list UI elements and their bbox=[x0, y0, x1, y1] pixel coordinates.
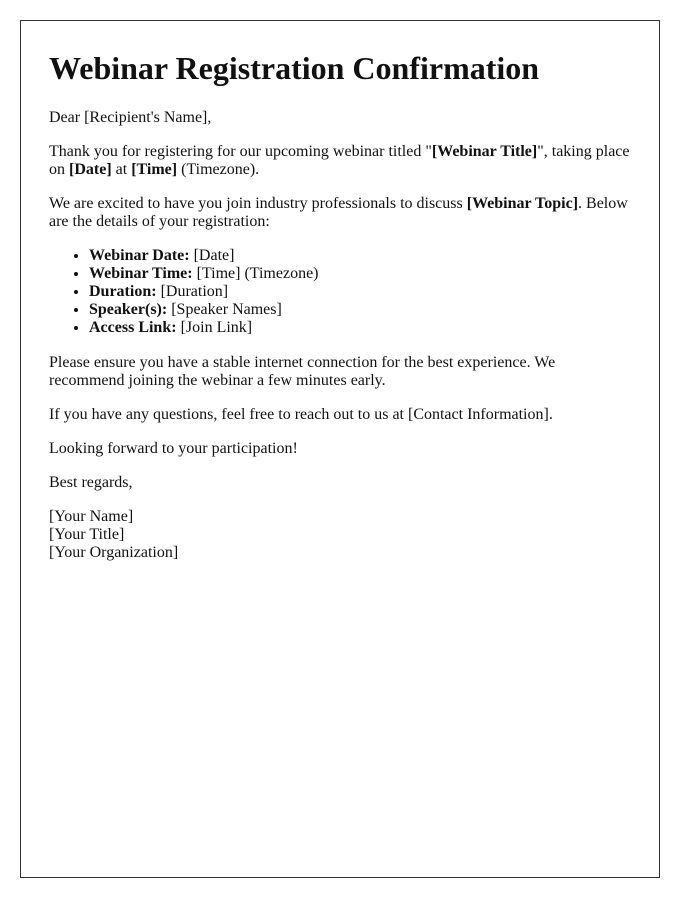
signature-block bbox=[49, 508, 631, 562]
intro-text-a: Thank you for registering for our upcoming webinar titled " bbox=[49, 143, 432, 160]
detail-item-speakers bbox=[89, 301, 631, 319]
detail-label: Duration: bbox=[89, 283, 157, 300]
detail-value: [Speaker Names] bbox=[167, 301, 282, 318]
detail-value: [Date] bbox=[189, 247, 235, 264]
topic-placeholder: [Webinar Topic] bbox=[466, 195, 579, 212]
signature-organization: [Your Organization] bbox=[49, 544, 179, 561]
connection-paragraph: Please ensure you have a stable internet connection for the best experience. We recommend joining the webinar a few minutes early. bbox=[49, 354, 556, 389]
detail-item-date bbox=[89, 247, 631, 265]
signature-name: [Your Name] bbox=[49, 508, 134, 525]
intro-paragraph bbox=[49, 143, 631, 179]
letter-title: Webinar Registration Confirmation bbox=[49, 50, 540, 86]
letter-page bbox=[20, 20, 660, 878]
detail-label: Speaker(s): bbox=[89, 301, 168, 318]
topic-text-a: We are excited to have you join industry professionals to discuss bbox=[49, 195, 467, 212]
date-placeholder: [Date] bbox=[69, 161, 112, 178]
webinar-title-placeholder: [Webinar Title] bbox=[431, 143, 538, 160]
salutation: Dear [Recipient's Name], bbox=[49, 109, 212, 126]
intro-text-d: (Timezone). bbox=[177, 161, 260, 178]
detail-label: Access Link: bbox=[89, 319, 177, 336]
details-list bbox=[49, 247, 631, 337]
detail-item-duration bbox=[89, 283, 631, 301]
closing-remark: Looking forward to your participation! bbox=[49, 440, 298, 457]
signature-title: [Your Title] bbox=[49, 526, 125, 543]
time-placeholder: [Time] bbox=[131, 161, 178, 178]
detail-label: Webinar Date: bbox=[89, 247, 190, 264]
detail-value: [Duration] bbox=[156, 283, 229, 300]
intro-text-c: at bbox=[111, 161, 132, 178]
detail-item-access-link bbox=[89, 319, 631, 337]
topic-paragraph bbox=[49, 195, 631, 231]
contact-paragraph: If you have any questions, feel free to reach out to us at [Contact Information]. bbox=[49, 406, 553, 423]
closing: Best regards, bbox=[49, 474, 133, 491]
topic-text-b: . Below are the details of your registration: bbox=[49, 195, 628, 230]
detail-value: [Join Link] bbox=[176, 319, 253, 336]
detail-label: Webinar Time: bbox=[89, 265, 193, 282]
intro-text-b: ", taking place on bbox=[49, 143, 630, 178]
detail-value: [Time] (Timezone) bbox=[192, 265, 319, 282]
detail-item-time bbox=[89, 265, 631, 283]
